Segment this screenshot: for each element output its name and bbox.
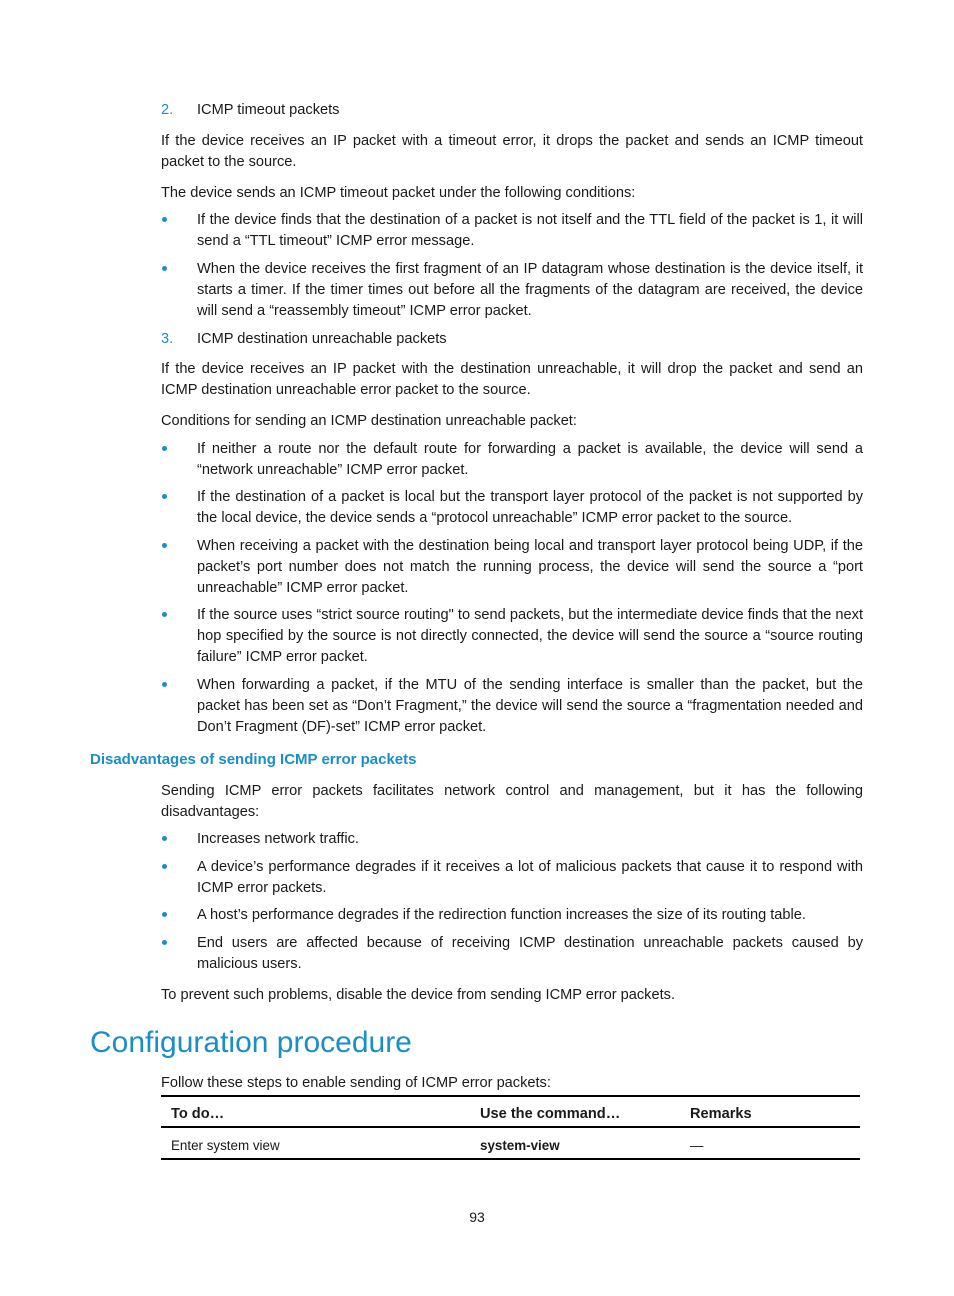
bullet-icon xyxy=(162,836,167,841)
table-bottom-rule xyxy=(161,1158,860,1160)
list-number-3: 3. xyxy=(161,331,174,347)
paragraph: The device sends an ICMP timeout packet under the following conditions: xyxy=(161,185,636,201)
paragraph: If the device receives an IP packet with the destination unreachable, it will drop the packet and send an ICMP destination unreachable error packet to the source. xyxy=(161,361,863,399)
paragraph: If the device receives an IP packet with a timeout error, it drops the packet and sends an ICMP timeout packet to the source. xyxy=(161,133,863,171)
subsection-title-timeout: ICMP timeout packets xyxy=(197,102,340,118)
table-header-command: Use the command… xyxy=(480,1106,621,1122)
bullet-icon xyxy=(162,266,167,271)
list-item: When the device receives the first fragment of an IP datagram whose destination is the device itself, it starts a timer. If the timer times out before all the fragments of the datagram are received, the device will send a “reassembly timeout” ICMP error packet. xyxy=(197,261,863,320)
table-header-remarks: Remarks xyxy=(690,1106,752,1122)
paragraph: Conditions for sending an ICMP destination unreachable packet: xyxy=(161,413,577,429)
section-heading-disadvantages: Disadvantages of sending ICMP error packets xyxy=(90,751,417,768)
list-item: End users are affected because of receiving ICMP destination unreachable packets caused by malicious users. xyxy=(197,935,863,973)
list-item: If the source uses “strict source routing" to send packets, but the intermediate device finds that the next hop specified by the source is not directly connected, the device will send the source a “source routing failure” ICMP error packet. xyxy=(197,607,863,666)
list-item: If the destination of a packet is local but the transport layer protocol of the packet is not supported by the local device, the device sends a “protocol unreachable” ICMP error packet to the source. xyxy=(197,489,863,527)
table-header-todo: To do… xyxy=(171,1106,225,1122)
bullet-icon xyxy=(162,446,167,451)
table-top-rule xyxy=(161,1095,860,1097)
paragraph: Sending ICMP error packets facilitates network control and management, but it has the following disadvantages: xyxy=(161,783,863,821)
table-cell: — xyxy=(690,1138,704,1153)
page-number: 93 xyxy=(469,1209,485,1225)
bullet-icon xyxy=(162,682,167,687)
bullet-icon xyxy=(162,940,167,945)
bullet-icon xyxy=(162,217,167,222)
table-cell: Enter system view xyxy=(171,1138,280,1153)
list-item: When forwarding a packet, if the MTU of the sending interface is smaller than the packet, but the packet has been set as “Don’t Fragment,” the device will send the source a “fragmentation needed and Don’t Fragment (DF)-set” ICMP error packet. xyxy=(197,677,863,736)
bullet-icon xyxy=(162,864,167,869)
list-item: If neither a route nor the default route for forwarding a packet is available, the device will send a “network unreachable” ICMP error packet. xyxy=(197,441,863,479)
list-item: When receiving a packet with the destination being local and transport layer protocol being UDP, if the packet’s port number does not match the running process, the device will send the source a “port unreachable” ICMP error packet. xyxy=(197,538,863,597)
bullet-icon xyxy=(162,612,167,617)
list-item: A device’s performance degrades if it receives a lot of malicious packets that cause it to respond with ICMP error packets. xyxy=(197,859,863,897)
bullet-icon xyxy=(162,543,167,548)
list-item: If the device finds that the destination of a packet is not itself and the TTL field of the packet is 1, it will send a “TTL timeout” ICMP error message. xyxy=(197,212,863,250)
subsection-title-unreachable: ICMP destination unreachable packets xyxy=(197,331,447,347)
list-number-2: 2. xyxy=(161,102,174,118)
list-item: Increases network traffic. xyxy=(197,831,359,847)
bullet-icon xyxy=(162,912,167,917)
paragraph: To prevent such problems, disable the device from sending ICMP error packets. xyxy=(161,987,676,1003)
table-intro: Follow these steps to enable sending of ICMP error packets: xyxy=(161,1075,551,1091)
list-item: A host’s performance degrades if the redirection function increases the size of its routing table. xyxy=(197,907,806,923)
table-cell-command: system-view xyxy=(480,1138,560,1153)
section-heading-configuration: Configuration procedure xyxy=(90,1026,412,1059)
bullet-icon xyxy=(162,494,167,499)
table-header-rule xyxy=(161,1126,860,1128)
